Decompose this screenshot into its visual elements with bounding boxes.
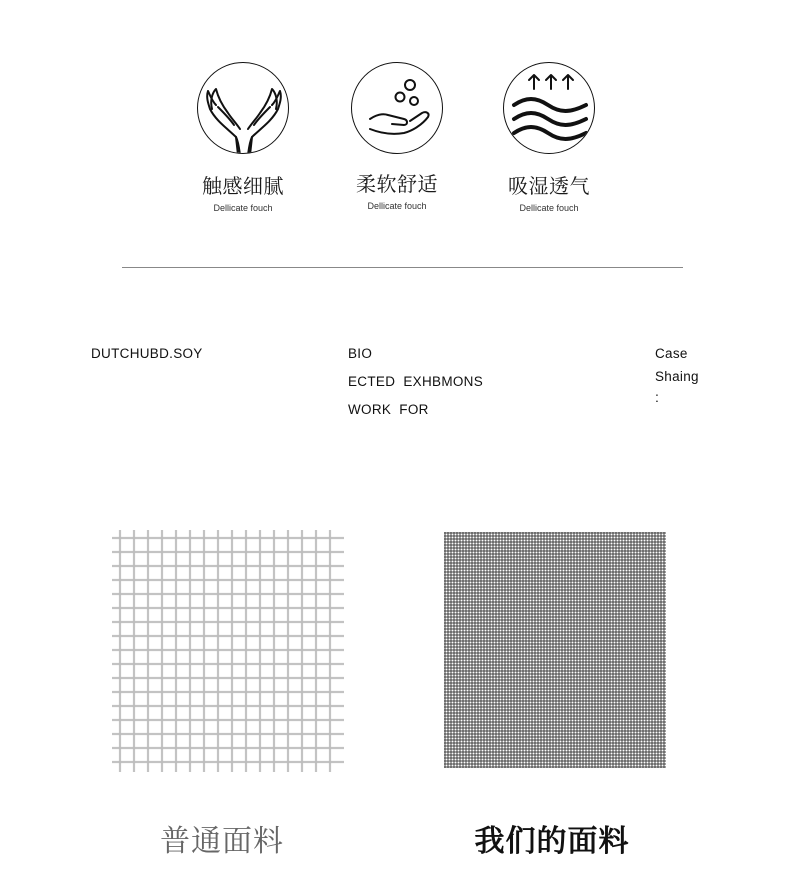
feature-soft-comfort: [322, 62, 472, 211]
feature-icon-circle: [351, 62, 443, 154]
menu-item-exhibitions: ECTED EXHBMONS: [348, 374, 484, 389]
normal-fabric-swatch: [112, 530, 344, 772]
feature-subtitle: Dellicate fouch: [519, 203, 579, 213]
brand-text: [91, 340, 203, 368]
feature-title: 柔软舒适: [356, 172, 438, 196]
feature-delicate-touch: [168, 62, 318, 213]
feature-title: 吸湿透气: [508, 174, 590, 198]
feature-title: 触感细腻: [202, 174, 284, 198]
feature-icon-circle: [197, 62, 289, 154]
menu-item-work-for: WORK FOR: [348, 402, 429, 417]
our-fabric-label: 我们的面料: [474, 824, 630, 859]
feature-subtitle: Dellicate fouch: [213, 203, 273, 213]
case-text: [655, 342, 699, 403]
hand-bubbles-icon: [352, 63, 443, 154]
normal-fabric-label: 普通面料: [160, 824, 284, 859]
divider-line: [122, 267, 683, 268]
case-dots: :: [655, 389, 660, 405]
hands-icon: [198, 63, 289, 154]
case-line-2: Shaing: [655, 369, 699, 384]
menu-list: [348, 340, 483, 424]
our-fabric-swatch: [444, 532, 666, 768]
menu-item-bio: BIO: [348, 346, 373, 361]
feature-subtitle: Dellicate fouch: [367, 201, 427, 211]
normal-fabric-grid: [112, 530, 344, 772]
brand-name: DUTCHUBD.SOY: [91, 346, 203, 361]
feature-icon-circle: [503, 62, 595, 154]
our-fabric-grid: [444, 532, 666, 768]
moisture-waves-icon: [504, 63, 595, 154]
case-line-1: Case: [655, 346, 688, 361]
feature-breathable: [474, 62, 624, 213]
